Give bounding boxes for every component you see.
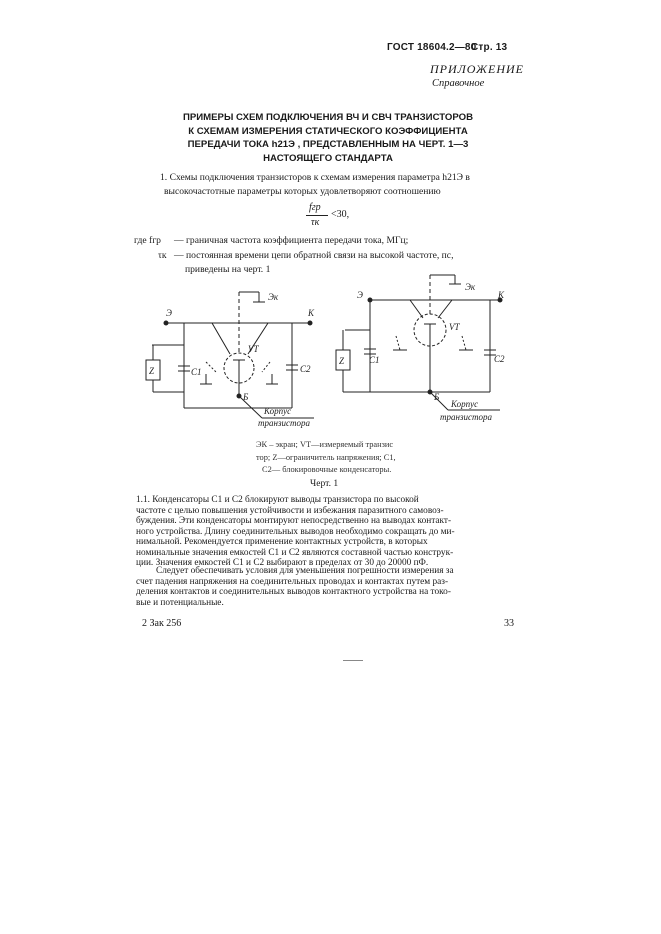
where-label-2: τк [158, 250, 167, 261]
paragraph-line: ции. Значения емкостей C1 и C2 выбирают в пределах от 30 до 20000 пФ. [136, 558, 429, 568]
paragraph-line: ного устройства. Длину соединительных выводов необходимо сокращать до ми- [136, 526, 455, 537]
legend-line-1: ЭК – экран; VT—измеряемый транзис [256, 440, 394, 449]
paragraph-line: деления контактов и соединительных выводов контактного устройства на токо- [136, 587, 451, 597]
title-line: К СХЕМАМ ИЗМЕРЕНИЯ СТАТИЧЕСКОГО КОЭФФИЦИЕНТА [188, 125, 468, 137]
right-emitter-label: Э [357, 290, 363, 300]
where-text-2: — постоянная времени цепи обратной связи на высокой частоте, пс, [174, 250, 454, 261]
left-c1-label: C1 [191, 367, 202, 377]
paragraph-line: буждения. Эти конденсаторы монтируют непосредственно на выводах контакт- [136, 516, 452, 526]
appendix-title: ПРИЛОЖЕНИЕ [430, 62, 524, 76]
right-c2-label: C2 [494, 354, 505, 364]
footer-page-number: 33 [504, 618, 514, 629]
right-case-label-1: Корпус [451, 399, 479, 409]
formula-denominator: τк [311, 217, 320, 228]
formula-relation: <30, [331, 209, 350, 220]
paragraph-line: счет падения напряжения на соединительных проводах и контактах путем раз- [136, 576, 449, 587]
legend-line-3: C2— блокировочные конденсаторы. [262, 465, 392, 474]
right-screen-label: Эк [465, 282, 476, 292]
page-number: Стр. 13 [471, 42, 508, 53]
collector-terminal [308, 321, 312, 325]
paragraph-line: вые и потенциальные. [136, 597, 224, 608]
left-c2-label: C2 [300, 364, 311, 374]
legend-line-2: тор; Z—ограничитель напряжения; C1, [256, 453, 396, 462]
standard-number: ГОСТ 18604.2—80 [387, 42, 477, 53]
paragraph-2 [136, 566, 516, 608]
intro-line-1: 1. Схемы подключения транзисторов к схемам измерения параметра h21Э в [160, 172, 470, 183]
paragraph-line: Следует обеспечивать условия для уменьшения погрешности измерения за [156, 566, 454, 576]
figure-caption: Черт. 1 [310, 478, 339, 489]
formula-numerator: fгр [309, 202, 321, 213]
paragraph-1 [136, 495, 516, 569]
title-line: ПЕРЕДАЧИ ТОКА h21Э , ПРЕДСТАВЛЕННЫМ НА ЧЕРТ. 1—3 [187, 139, 469, 150]
footer-order: 2 Зак 256 [142, 618, 182, 629]
left-case-label-1: Корпус [264, 406, 292, 416]
right-collector-label: К [498, 290, 504, 300]
stray-mark [343, 660, 363, 661]
left-case-label-2: транзистора [258, 418, 310, 428]
left-emitter-label: Э [166, 308, 172, 318]
left-screen-label: Эк [268, 292, 279, 302]
emitter-terminal [164, 321, 168, 325]
left-vt-label: VT [248, 344, 259, 354]
paragraph-line: частоте с целью повышения устойчивости и избежания паразитного самовоз- [136, 505, 444, 516]
appendix-note: Справочное [432, 78, 485, 89]
paragraph-line: 1.1. Конденсаторы C1 и C2 блокируют выводы транзистора по высокой [136, 495, 419, 505]
right-case-label-2: транзистора [440, 412, 492, 422]
right-z-label: Z [339, 356, 345, 366]
where-text-1: — граничная частота коэффициента передачи тока, МГц; [174, 235, 409, 246]
title-line: НАСТОЯЩЕГО СТАНДАРТА [263, 152, 393, 164]
paragraph-line: номинальные значения емкостей C1 и C2 являются составной частью конструк- [136, 547, 454, 558]
intro-line-2: высокочастотные параметры которых удовлетворяют соотношению [164, 186, 441, 197]
left-base-label: Б [243, 392, 249, 402]
right-vt-label: VT [449, 322, 460, 332]
left-collector-label: К [308, 308, 314, 318]
left-z-label: Z [149, 366, 155, 376]
where-label-1: где fгр [134, 235, 161, 246]
paragraph-line: нимальной. Рекомендуется применение контактных устройств, в которых [136, 537, 428, 547]
where-text-3: приведены на черт. 1 [185, 264, 271, 275]
right-base-label: Б [434, 392, 440, 402]
right-c1-label: C1 [369, 355, 380, 365]
title-line: ПРИМЕРЫ СХЕМ ПОДКЛЮЧЕНИЯ ВЧ И СВЧ ТРАНЗИСТОРОВ [182, 112, 474, 123]
